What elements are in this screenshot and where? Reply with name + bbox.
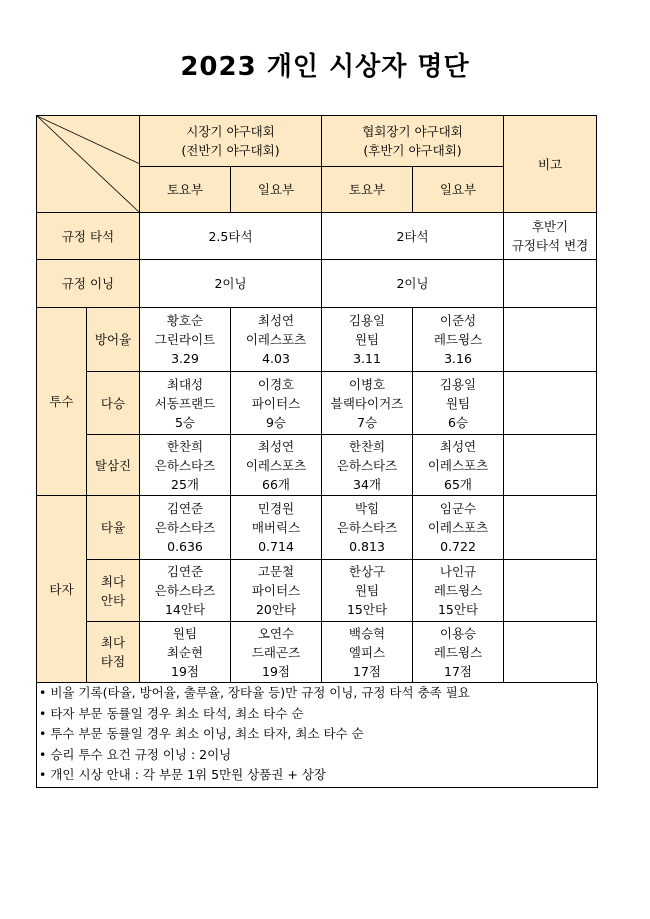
record-value: 5승 bbox=[174, 414, 196, 430]
record-value: 14안타 bbox=[164, 602, 206, 617]
record-value: 20안타 bbox=[255, 602, 297, 617]
remarks-cell bbox=[504, 560, 597, 622]
batter-section-label: 타자 bbox=[37, 496, 87, 683]
team-name: 파이터스 bbox=[251, 395, 301, 411]
record-value: 15안타 bbox=[437, 602, 479, 617]
team-name: 은하스타즈 bbox=[336, 457, 398, 473]
award-cell bbox=[140, 435, 231, 496]
team-name: 최순현 bbox=[166, 644, 204, 660]
page-title: 2023 개인 시상자 명단 bbox=[180, 52, 470, 82]
player-name: 이준성 bbox=[439, 313, 477, 328]
record-value: 9승 bbox=[265, 414, 287, 430]
record-value: 0.714 bbox=[258, 539, 294, 554]
record-value: 19점 bbox=[171, 663, 199, 679]
team-name: 엘피스 bbox=[348, 644, 386, 660]
rule-innings-note bbox=[504, 260, 597, 308]
notes-box bbox=[36, 683, 598, 788]
player-name: 한찬희 bbox=[166, 438, 204, 454]
team-name: 이레스포츠 bbox=[245, 457, 307, 473]
record-value: 6승 bbox=[448, 414, 469, 430]
category-line1: 최다 bbox=[100, 573, 126, 589]
record-value: 3.29 bbox=[171, 351, 199, 366]
note-line: • 투수 부문 동률일 경우 최소 이닝, 최소 타자, 최소 타수 순 bbox=[39, 726, 364, 741]
team-name: 원팀 bbox=[445, 395, 471, 411]
player-name: 최성연 bbox=[257, 313, 295, 328]
batter-category-most-hits bbox=[87, 560, 140, 622]
award-cell bbox=[231, 496, 322, 560]
player-name: 원팀 bbox=[172, 625, 198, 641]
team-name: 은하스타즈 bbox=[154, 457, 216, 473]
group1-title: 시장기 야구대회 bbox=[186, 124, 275, 139]
award-cell bbox=[140, 308, 231, 372]
rule-innings-second: 2이닝 bbox=[322, 260, 504, 308]
award-cell bbox=[322, 622, 413, 683]
remarks-cell bbox=[504, 622, 597, 683]
award-cell bbox=[140, 622, 231, 683]
rule-at-bats-second: 2타석 bbox=[322, 213, 504, 260]
batter-category-most-rbi bbox=[87, 622, 140, 683]
award-cell bbox=[231, 435, 322, 496]
team-name: 파이터스 bbox=[251, 583, 301, 598]
group2-title: 협회장기 야구대회 bbox=[362, 124, 463, 139]
team-name: 매버릭스 bbox=[251, 520, 301, 535]
group1-subtitle: (전반기 야구대회) bbox=[181, 143, 280, 158]
category-line2: 타점 bbox=[100, 654, 126, 669]
player-name: 박힘 bbox=[354, 501, 380, 516]
rule-innings-label: 규정 이닝 bbox=[37, 260, 140, 308]
award-cell bbox=[140, 560, 231, 622]
award-cell bbox=[413, 560, 504, 622]
category-line1: 타율 bbox=[100, 520, 126, 535]
award-cell bbox=[322, 308, 413, 372]
note-line: • 비율 기록(타율, 방어율, 출루율, 장타율 등)만 규정 이닝, 규정 타석 충족 필요 bbox=[39, 685, 470, 700]
batter-category-average bbox=[87, 496, 140, 560]
player-name: 이경호 bbox=[257, 376, 295, 392]
pitcher-category-wins: 다승 bbox=[87, 372, 140, 435]
player-name: 민경원 bbox=[257, 501, 295, 516]
category-line2: 안타 bbox=[100, 592, 126, 608]
award-cell bbox=[231, 622, 322, 683]
record-value: 7승 bbox=[357, 414, 378, 430]
note-line: • 개인 시상 안내 : 각 부문 1위 5만원 상품권 + 상장 bbox=[39, 767, 326, 782]
team-name: 이레스포츠 bbox=[427, 457, 489, 473]
award-cell bbox=[322, 372, 413, 435]
player-name: 김연준 bbox=[166, 501, 204, 516]
award-cell bbox=[231, 372, 322, 435]
record-value: 17점 bbox=[353, 663, 381, 679]
header-group-second-half bbox=[322, 116, 504, 167]
player-name: 최성연 bbox=[257, 438, 295, 454]
header-sun-1: 일요부 bbox=[231, 167, 322, 213]
note-line: • 승리 투수 요건 규정 이닝 : 2이닝 bbox=[39, 746, 232, 762]
record-value: 0.722 bbox=[440, 539, 476, 554]
player-name: 이용승 bbox=[439, 625, 477, 641]
record-value: 34개 bbox=[353, 476, 381, 492]
team-name: 레드윙스 bbox=[433, 332, 483, 347]
record-value: 17점 bbox=[444, 663, 473, 679]
team-name: 서동프랜드 bbox=[154, 395, 216, 411]
record-value: 0.636 bbox=[167, 539, 203, 554]
team-name: 은하스타즈 bbox=[154, 583, 216, 598]
remarks-cell bbox=[504, 308, 597, 372]
pitcher-category-era: 방어율 bbox=[87, 308, 140, 372]
header-remarks: 비고 bbox=[504, 116, 597, 213]
player-name: 오연수 bbox=[257, 625, 295, 641]
award-cell bbox=[413, 622, 504, 683]
team-name: 이레스포츠 bbox=[427, 520, 489, 535]
record-value: 3.11 bbox=[353, 351, 381, 366]
player-name: 최성연 bbox=[439, 438, 477, 454]
pitcher-section-label: 투수 bbox=[37, 308, 87, 496]
record-value: 3.16 bbox=[444, 351, 472, 366]
record-value: 65개 bbox=[444, 476, 473, 492]
note-line: • 타자 부문 동률일 경우 최소 타석, 최소 타수 순 bbox=[39, 705, 304, 721]
player-name: 백승혁 bbox=[348, 625, 386, 641]
player-name: 황호순 bbox=[166, 313, 204, 328]
award-cell bbox=[322, 560, 413, 622]
player-name: 김연준 bbox=[166, 564, 204, 579]
player-name: 한찬희 bbox=[348, 438, 386, 454]
award-cell bbox=[413, 372, 504, 435]
header-sun-2: 일요부 bbox=[413, 167, 504, 213]
team-name: 원팀 bbox=[354, 583, 380, 598]
team-name: 은하스타즈 bbox=[154, 520, 216, 535]
team-name: 레드윙스 bbox=[433, 644, 483, 660]
team-name: 그린라이트 bbox=[154, 332, 216, 347]
rule-note-line2: 규정타석 변경 bbox=[511, 238, 589, 253]
player-name: 임군수 bbox=[439, 501, 477, 516]
header-group-first-half bbox=[140, 116, 322, 167]
award-cell bbox=[322, 496, 413, 560]
category-line1: 최다 bbox=[100, 635, 126, 650]
remarks-cell bbox=[504, 372, 597, 435]
group2-subtitle: (후반기 야구대회) bbox=[363, 143, 462, 158]
rule-note-line1: 후반기 bbox=[531, 219, 569, 234]
remarks-cell bbox=[504, 435, 597, 496]
award-cell bbox=[140, 496, 231, 560]
header-diagonal-cell bbox=[37, 116, 140, 213]
remarks-cell bbox=[504, 496, 597, 560]
rule-at-bats-label: 규정 타석 bbox=[37, 213, 140, 260]
award-cell bbox=[322, 435, 413, 496]
award-cell bbox=[140, 372, 231, 435]
record-value: 66개 bbox=[262, 476, 290, 492]
award-cell bbox=[231, 560, 322, 622]
player-name: 나인규 bbox=[439, 564, 477, 579]
awards-table bbox=[36, 115, 597, 683]
header-sat-2: 토요부 bbox=[322, 167, 413, 213]
team-name: 이레스포츠 bbox=[245, 332, 307, 347]
rule-at-bats-note bbox=[504, 213, 597, 260]
record-value: 4.03 bbox=[262, 351, 290, 366]
header-sat-1: 토요부 bbox=[140, 167, 231, 213]
team-name: 원팀 bbox=[354, 332, 380, 347]
player-name: 고문철 bbox=[257, 564, 295, 579]
player-name: 이병호 bbox=[348, 376, 386, 392]
team-name: 레드윙스 bbox=[433, 583, 483, 598]
award-cell bbox=[413, 435, 504, 496]
player-name: 김용일 bbox=[439, 376, 477, 392]
record-value: 0.813 bbox=[349, 539, 385, 554]
player-name: 김용일 bbox=[348, 313, 386, 328]
award-cell bbox=[413, 308, 504, 372]
pitcher-category-strikeouts: 탈삼진 bbox=[87, 435, 140, 496]
award-cell bbox=[231, 308, 322, 372]
record-value: 15안타 bbox=[346, 602, 388, 617]
player-name: 한상구 bbox=[348, 564, 386, 579]
rule-at-bats-first: 2.5타석 bbox=[140, 213, 322, 260]
record-value: 25개 bbox=[171, 476, 199, 492]
award-cell bbox=[413, 496, 504, 560]
team-name: 은하스타즈 bbox=[336, 520, 398, 535]
record-value: 19점 bbox=[262, 663, 290, 679]
team-name: 드래곤즈 bbox=[251, 644, 301, 660]
player-name: 최대성 bbox=[166, 376, 204, 392]
team-name: 블랙타이거즈 bbox=[330, 395, 404, 411]
diagonal-lines-icon bbox=[37, 116, 139, 212]
rule-innings-first: 2이닝 bbox=[140, 260, 322, 308]
